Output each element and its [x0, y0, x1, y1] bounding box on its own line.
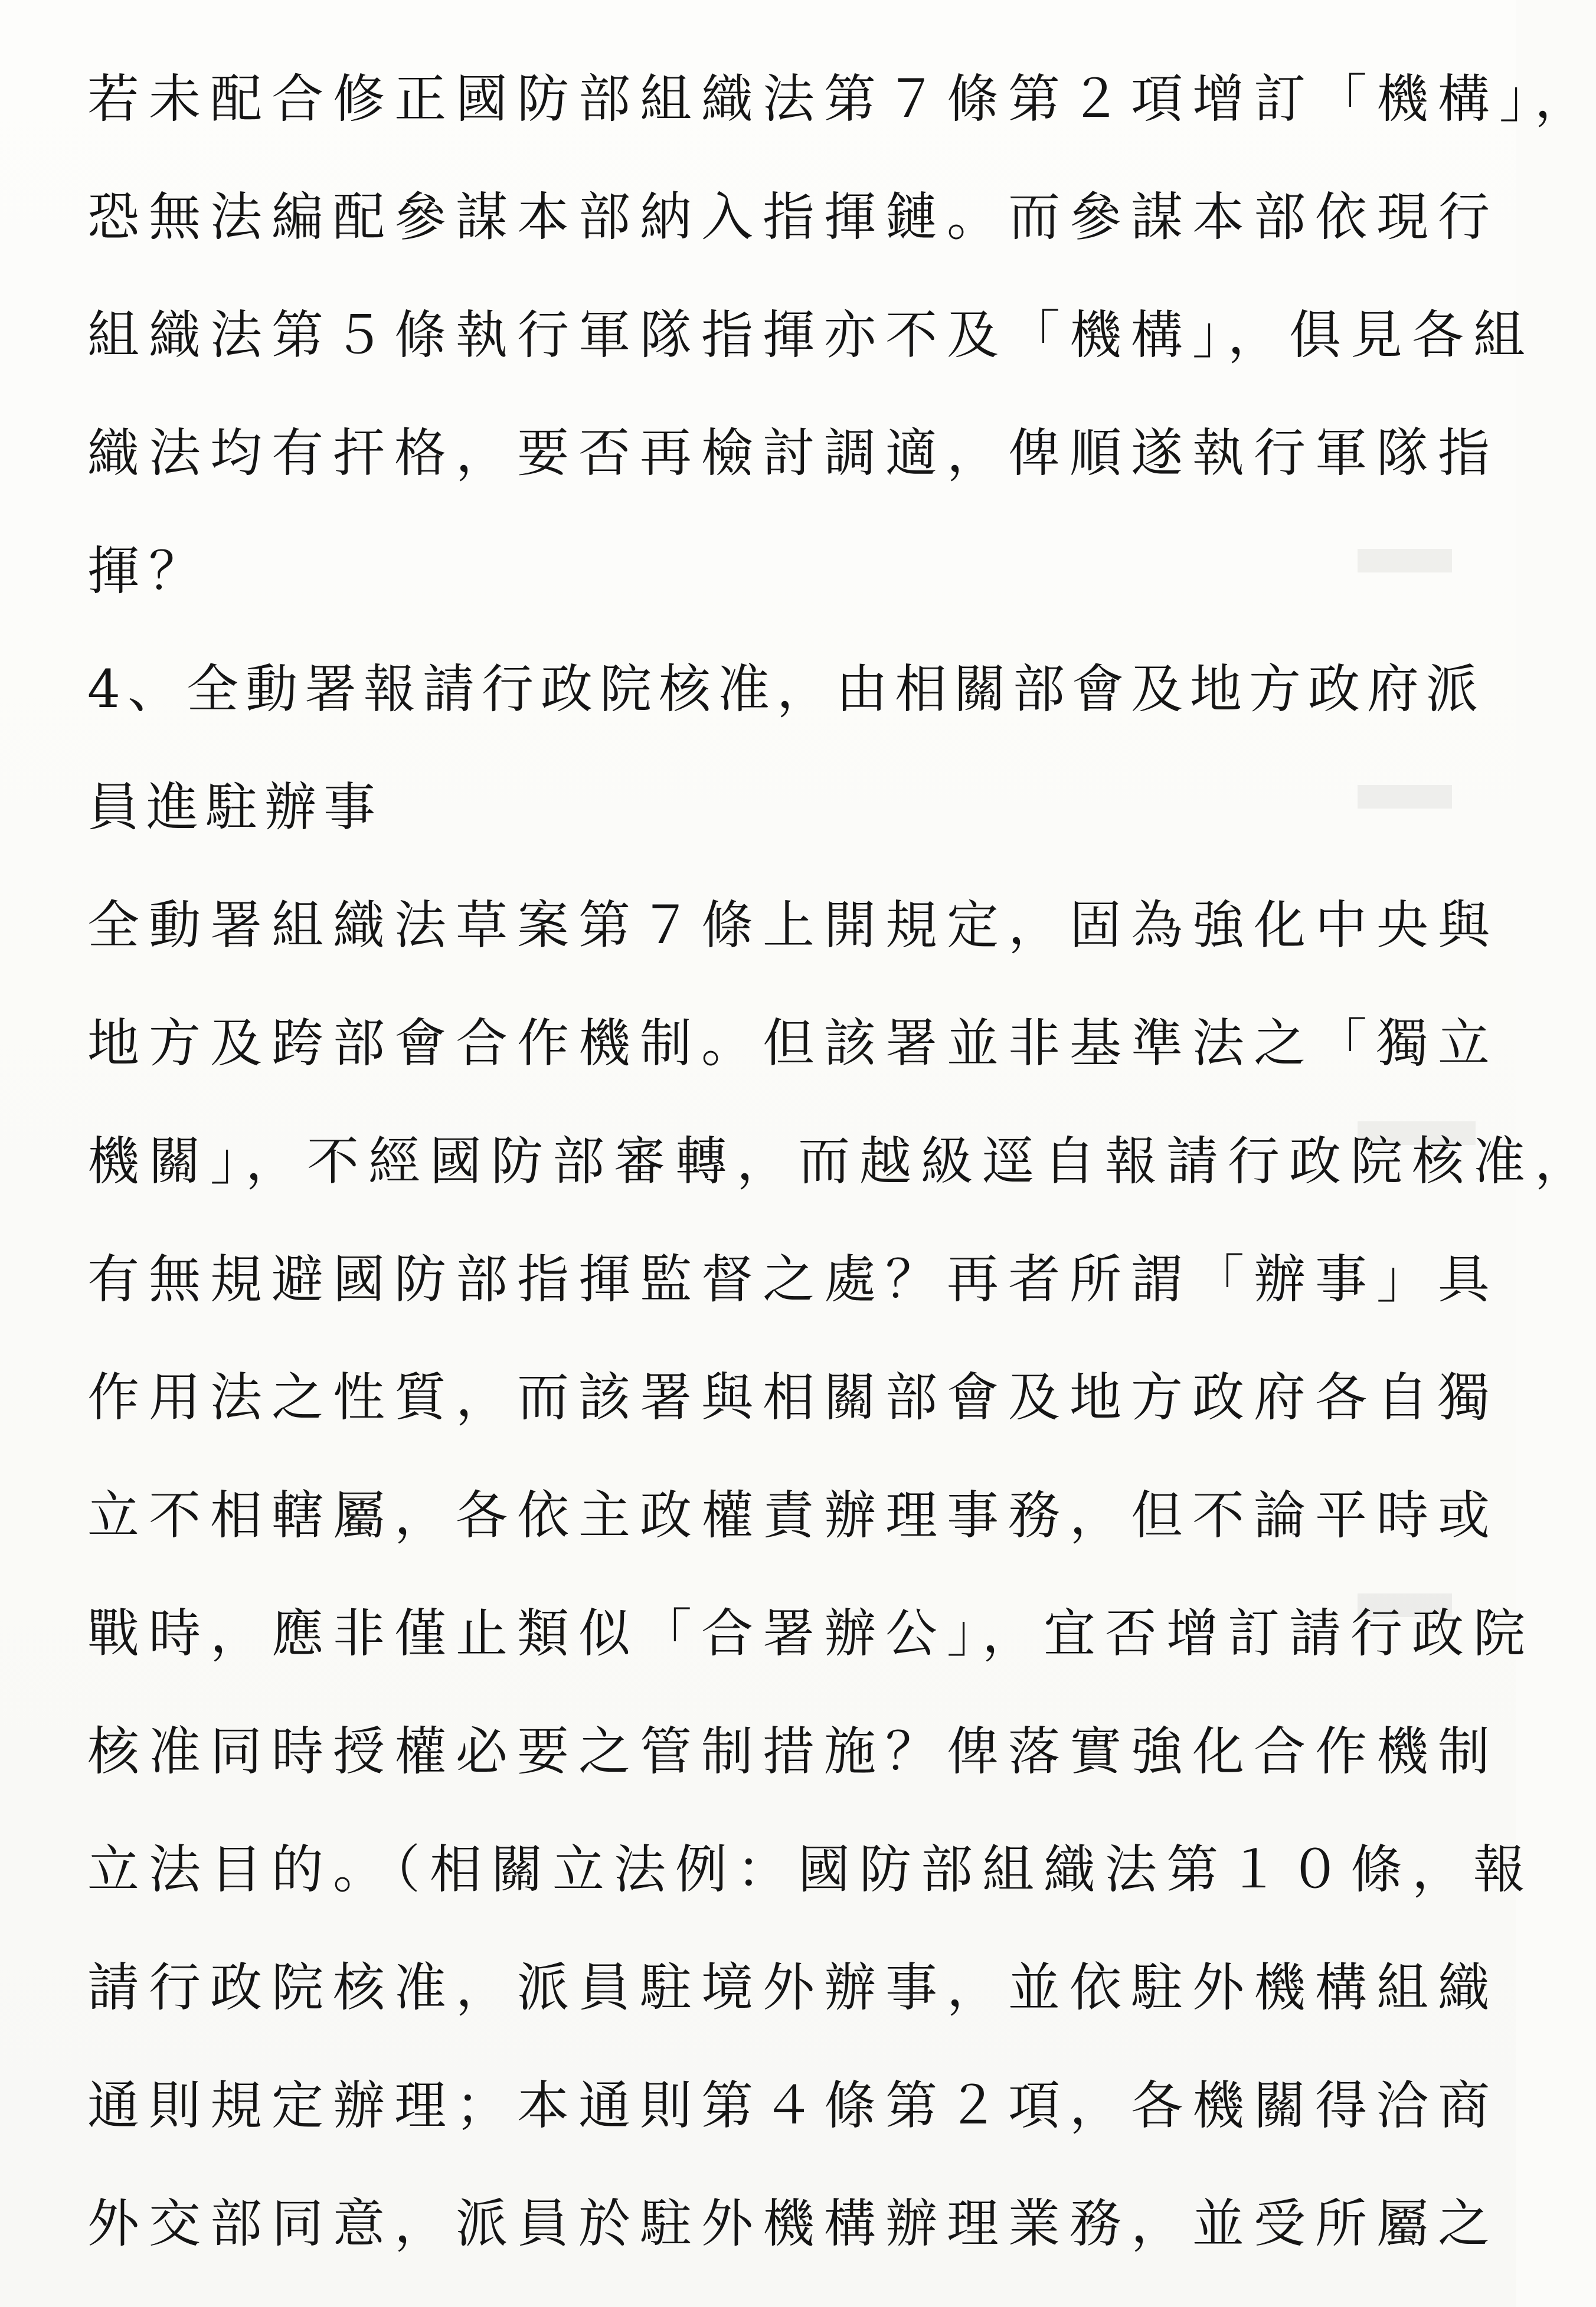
text-line: 戰時，應非僅止類似「合署辦公」，宜否增訂請行政院 [87, 1603, 1535, 1664]
text-line: 恐無法編配參謀本部納入指揮鏈。而參謀本部依現行 [87, 186, 1500, 247]
document-body [87, 40, 1596, 2283]
text-line: 組織法第５條執行軍隊指揮亦不及「機構」，俱見各組 [87, 305, 1535, 365]
section-heading-line: 4、全動署報請行政院核准，由相關部會及地方政府派 [87, 659, 1485, 719]
text-line: 立法目的。（相關立法例：國防部組織法第１０條，報 [87, 1839, 1535, 1900]
text-line: 請行政院核准，派員駐境外辦事，並依駐外機構組織 [87, 1957, 1500, 2018]
text-line: 外交部同意，派員於駐外機構辦理業務，並受所屬之 [87, 2193, 1500, 2254]
section-heading-line: 員進駐辦事 [87, 777, 383, 837]
text-line: 機關」，不經國防部審轉，而越級逕自報請行政院核准， [87, 1131, 1596, 1192]
text-line: 揮？ [87, 541, 211, 601]
text-line: 地方及跨部會合作機制。但該署並非基準法之「獨立 [87, 1013, 1500, 1074]
text-line: 通則規定辦理；本通則第４條第２項，各機關得洽商 [87, 2075, 1500, 2136]
text-line: 織法均有扞格，要否再檢討調適，俾順遂執行軍隊指 [87, 423, 1500, 483]
text-line: 核准同時授權必要之管制措施？俾落實強化合作機制 [87, 1721, 1500, 1782]
text-line: 作用法之性質，而該署與相關部會及地方政府各自獨 [87, 1367, 1500, 1428]
text-line: 有無規避國防部指揮監督之處？再者所謂「辦事」具 [87, 1249, 1500, 1310]
text-line: 立不相轄屬，各依主政權責辦理事務，但不論平時或 [87, 1485, 1500, 1546]
text-line: 若未配合修正國防部組織法第７條第２項增訂「機構」， [87, 68, 1596, 129]
text-line: 全動署組織法草案第７條上開規定，固為強化中央與 [87, 895, 1500, 955]
